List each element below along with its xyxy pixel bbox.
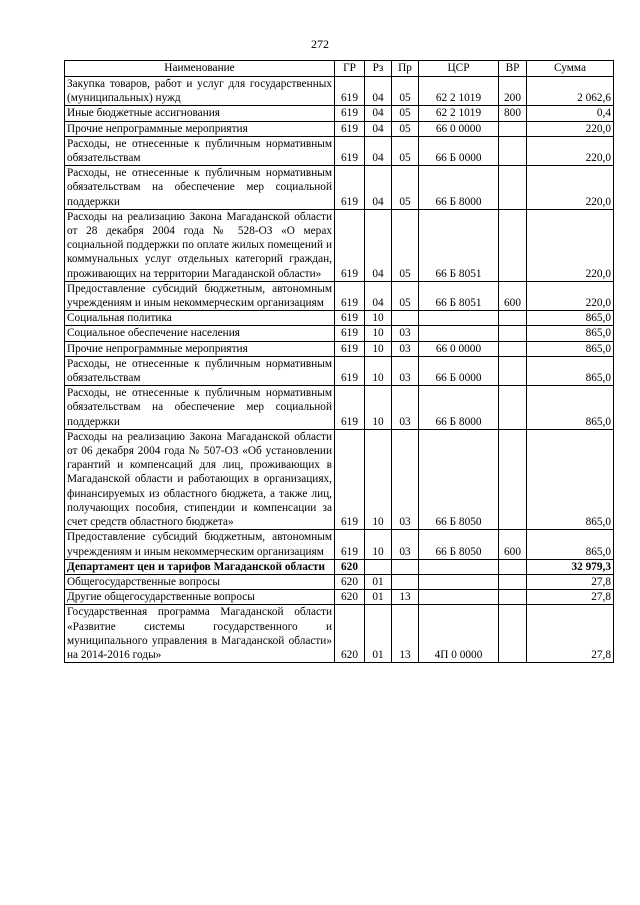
header-name: Наименование xyxy=(65,61,335,77)
cell-sum: 865,0 xyxy=(527,530,614,559)
header-gr: ГР xyxy=(335,61,365,77)
cell-name: Департамент цен и тарифов Магаданской области xyxy=(65,559,335,574)
cell-rz: 10 xyxy=(365,311,392,326)
table-row xyxy=(65,106,614,121)
cell-name: Расходы, не отнесенные к публичным нормативным обязательствам xyxy=(65,356,335,385)
table-row xyxy=(65,209,614,281)
cell-name: Иные бюджетные ассигнования xyxy=(65,106,335,121)
cell-pr: 03 xyxy=(392,429,419,529)
budget-table xyxy=(64,60,614,663)
cell-vr xyxy=(499,136,527,165)
cell-vr: 600 xyxy=(499,281,527,310)
cell-name: Расходы, не отнесенные к публичным нормативным обязательствам на обеспечение мер социальной поддержки xyxy=(65,386,335,430)
cell-sum: 220,0 xyxy=(527,136,614,165)
cell-vr xyxy=(499,605,527,663)
table-row xyxy=(65,574,614,589)
cell-gr: 620 xyxy=(335,590,365,605)
cell-name: Прочие непрограммные мероприятия xyxy=(65,341,335,356)
cell-gr: 619 xyxy=(335,106,365,121)
cell-pr: 13 xyxy=(392,605,419,663)
cell-sum: 865,0 xyxy=(527,311,614,326)
cell-csr xyxy=(419,326,499,341)
cell-rz: 01 xyxy=(365,590,392,605)
cell-name: Предоставление субсидий бюджетным, автономным учреждениям и иным некоммерческим организациям xyxy=(65,530,335,559)
cell-csr: 66 0 0000 xyxy=(419,341,499,356)
cell-vr xyxy=(499,341,527,356)
cell-csr: 4П 0 0000 xyxy=(419,605,499,663)
cell-gr: 619 xyxy=(335,209,365,281)
cell-gr: 619 xyxy=(335,386,365,430)
cell-vr: 800 xyxy=(499,106,527,121)
cell-csr: 66 0 0000 xyxy=(419,121,499,136)
table-row xyxy=(65,356,614,385)
table-row xyxy=(65,530,614,559)
cell-name: Прочие непрограммные мероприятия xyxy=(65,121,335,136)
cell-pr: 05 xyxy=(392,77,419,106)
cell-sum: 865,0 xyxy=(527,386,614,430)
header-vr: ВР xyxy=(499,61,527,77)
cell-pr: 03 xyxy=(392,341,419,356)
cell-vr xyxy=(499,121,527,136)
cell-gr: 619 xyxy=(335,166,365,210)
table-row xyxy=(65,429,614,529)
cell-vr xyxy=(499,590,527,605)
cell-rz: 04 xyxy=(365,77,392,106)
cell-csr xyxy=(419,311,499,326)
table-row xyxy=(65,311,614,326)
cell-sum: 865,0 xyxy=(527,356,614,385)
cell-vr: 600 xyxy=(499,530,527,559)
cell-csr xyxy=(419,559,499,574)
cell-name: Расходы, не отнесенные к публичным нормативным обязательствам xyxy=(65,136,335,165)
cell-sum: 2 062,6 xyxy=(527,77,614,106)
table-row xyxy=(65,136,614,165)
cell-gr: 620 xyxy=(335,574,365,589)
cell-sum: 865,0 xyxy=(527,429,614,529)
header-csr: ЦСР xyxy=(419,61,499,77)
cell-gr: 619 xyxy=(335,311,365,326)
cell-pr xyxy=(392,559,419,574)
cell-sum: 220,0 xyxy=(527,121,614,136)
cell-vr xyxy=(499,429,527,529)
cell-pr xyxy=(392,311,419,326)
cell-name: Социальная политика xyxy=(65,311,335,326)
cell-vr xyxy=(499,386,527,430)
cell-name: Предоставление субсидий бюджетным, автономным учреждениям и иным некоммерческим организациям xyxy=(65,281,335,310)
cell-name: Расходы, не отнесенные к публичным нормативным обязательствам на обеспечение мер социальной поддержки xyxy=(65,166,335,210)
cell-pr: 13 xyxy=(392,590,419,605)
cell-rz xyxy=(365,559,392,574)
cell-pr xyxy=(392,574,419,589)
cell-gr: 619 xyxy=(335,121,365,136)
cell-pr: 05 xyxy=(392,209,419,281)
cell-sum: 220,0 xyxy=(527,166,614,210)
cell-csr xyxy=(419,574,499,589)
cell-vr xyxy=(499,326,527,341)
cell-gr: 619 xyxy=(335,341,365,356)
cell-csr: 66 Б 8050 xyxy=(419,429,499,529)
cell-rz: 10 xyxy=(365,530,392,559)
cell-csr: 66 Б 8050 xyxy=(419,530,499,559)
cell-sum: 27,8 xyxy=(527,605,614,663)
table-row xyxy=(65,341,614,356)
cell-pr: 05 xyxy=(392,121,419,136)
cell-rz: 01 xyxy=(365,574,392,589)
table-row xyxy=(65,590,614,605)
cell-csr: 66 Б 8000 xyxy=(419,166,499,210)
cell-name: Общегосударственные вопросы xyxy=(65,574,335,589)
cell-name: Расходы на реализацию Закона Магаданской области от 06 декабря 2004 года № 507-ОЗ «Об установлении гарантий и компенсаций для лиц, проживающих в Магаданской области и работающих в организациях, финансируемых из областного бюджета, а также лиц, получающих пособия, стипендии и компенсации за счет средств областного бюджета» xyxy=(65,429,335,529)
table-row xyxy=(65,166,614,210)
cell-gr: 619 xyxy=(335,530,365,559)
cell-rz: 10 xyxy=(365,356,392,385)
cell-sum: 865,0 xyxy=(527,326,614,341)
cell-rz: 04 xyxy=(365,106,392,121)
header-sum: Сумма xyxy=(527,61,614,77)
cell-csr xyxy=(419,590,499,605)
cell-sum: 0,4 xyxy=(527,106,614,121)
cell-csr: 66 Б 8051 xyxy=(419,209,499,281)
cell-csr: 66 Б 0000 xyxy=(419,356,499,385)
cell-rz: 10 xyxy=(365,386,392,430)
cell-sum: 865,0 xyxy=(527,341,614,356)
cell-rz: 04 xyxy=(365,136,392,165)
cell-rz: 10 xyxy=(365,341,392,356)
header-pr: Пр xyxy=(392,61,419,77)
header-rz: Рз xyxy=(365,61,392,77)
table-row xyxy=(65,121,614,136)
cell-name: Другие общегосударственные вопросы xyxy=(65,590,335,605)
cell-gr: 620 xyxy=(335,559,365,574)
cell-rz: 04 xyxy=(365,166,392,210)
cell-vr: 200 xyxy=(499,77,527,106)
cell-rz: 10 xyxy=(365,326,392,341)
cell-rz: 04 xyxy=(365,209,392,281)
table-row xyxy=(65,386,614,430)
table-row xyxy=(65,281,614,310)
cell-gr: 620 xyxy=(335,605,365,663)
cell-sum: 220,0 xyxy=(527,209,614,281)
cell-vr xyxy=(499,574,527,589)
cell-gr: 619 xyxy=(335,136,365,165)
cell-rz: 10 xyxy=(365,429,392,529)
cell-pr: 05 xyxy=(392,281,419,310)
cell-csr: 66 Б 8051 xyxy=(419,281,499,310)
page-number: 272 xyxy=(311,37,329,51)
cell-pr: 03 xyxy=(392,386,419,430)
table-header-row xyxy=(65,61,614,77)
cell-gr: 619 xyxy=(335,281,365,310)
table-row xyxy=(65,605,614,663)
table-row xyxy=(65,77,614,106)
cell-csr: 66 Б 8000 xyxy=(419,386,499,430)
cell-gr: 619 xyxy=(335,77,365,106)
table-row xyxy=(65,326,614,341)
cell-gr: 619 xyxy=(335,326,365,341)
cell-name: Расходы на реализацию Закона Магаданской области от 28 декабря 2004 года № 528-ОЗ «О мерах социальной поддержки по оплате жилых помещений и коммунальных услуг отдельных категорий граждан, проживающих на территории Магаданской области» xyxy=(65,209,335,281)
cell-vr xyxy=(499,356,527,385)
cell-gr: 619 xyxy=(335,356,365,385)
cell-rz: 01 xyxy=(365,605,392,663)
cell-sum: 27,8 xyxy=(527,574,614,589)
cell-vr xyxy=(499,209,527,281)
cell-csr: 66 Б 0000 xyxy=(419,136,499,165)
cell-vr xyxy=(499,166,527,210)
cell-pr: 05 xyxy=(392,136,419,165)
cell-pr: 03 xyxy=(392,356,419,385)
cell-pr: 03 xyxy=(392,530,419,559)
cell-sum: 220,0 xyxy=(527,281,614,310)
cell-pr: 05 xyxy=(392,166,419,210)
cell-name: Закупка товаров, работ и услуг для государственных (муниципальных) нужд xyxy=(65,77,335,106)
cell-name: Социальное обеспечение населения xyxy=(65,326,335,341)
cell-csr: 62 2 1019 xyxy=(419,106,499,121)
cell-vr xyxy=(499,311,527,326)
table-row xyxy=(65,559,614,574)
cell-sum: 32 979,3 xyxy=(527,559,614,574)
cell-rz: 04 xyxy=(365,121,392,136)
cell-gr: 619 xyxy=(335,429,365,529)
cell-name: Государственная программа Магаданской области «Развитие системы государственного и муниципального управления в Магаданской области» на 2014-2016 годы» xyxy=(65,605,335,663)
cell-pr: 05 xyxy=(392,106,419,121)
cell-sum: 27,8 xyxy=(527,590,614,605)
cell-vr xyxy=(499,559,527,574)
cell-pr: 03 xyxy=(392,326,419,341)
cell-csr: 62 2 1019 xyxy=(419,77,499,106)
cell-rz: 04 xyxy=(365,281,392,310)
